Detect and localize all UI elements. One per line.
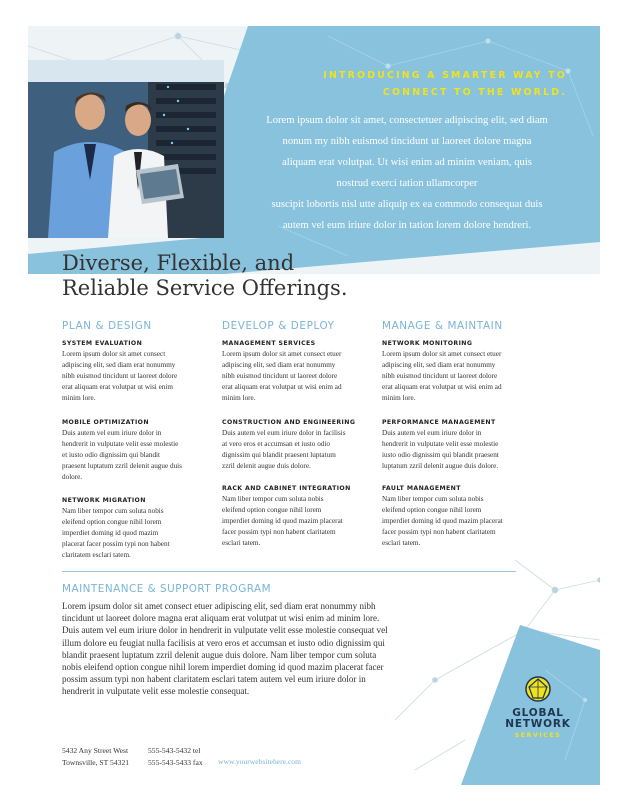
- maintenance-heading: MAINTENANCE & SUPPORT PROGRAM: [62, 583, 272, 595]
- footer-address: [62, 745, 129, 769]
- website-link[interactable]: www.yourwebsitehere.com: [218, 757, 302, 766]
- service-item: [382, 340, 524, 404]
- service-item: [222, 485, 364, 549]
- service-item: [382, 419, 524, 472]
- column-heading: DEVELOP & DEPLOY: [222, 320, 335, 332]
- service-item: [382, 485, 524, 549]
- service-description: Duis autem vel eum iriure dolor in facilisis at vero eros et accumsan et iusto odio dignissim qui blandit praesent luptatum zzril delenit augue duis dolore.: [222, 429, 346, 470]
- header-body-line: autem vel eum iriure dolor in tation lorem dolore hendreri.: [282, 219, 532, 231]
- header-body-line: nonum my nibh euismod tincidunt ut laoreet dolore magna: [282, 135, 532, 147]
- column-plan-design: [62, 320, 204, 559]
- service-item: [62, 340, 204, 404]
- tagline-line-1: INTRODUCING A SMARTER WAY TO: [323, 70, 567, 81]
- service-item: [62, 497, 204, 561]
- header-body-line: nostrud exerci tation ullamcorper: [336, 177, 478, 189]
- service-description: Nam liber tempor cum soluta nobis eleifend option congue nihil lorem imperdiet doming id quod mazim placerat facer possim typi non habent claritatem esclari tatem.: [222, 495, 343, 547]
- headline-line-1: Diverse, Flexible, and: [62, 251, 295, 275]
- logo-name-line-1: GLOBAL: [512, 707, 564, 719]
- column-manage-maintain: [382, 320, 524, 547]
- service-title: NETWORK MONITORING: [382, 340, 473, 347]
- service-title: CONSTRUCTION AND ENGINEERING: [222, 419, 356, 426]
- company-logo: [496, 674, 580, 739]
- service-title: RACK AND CABINET INTEGRATION: [222, 485, 351, 492]
- phone-fax: 555-543-5433 fax: [148, 758, 203, 767]
- footer-phones: [148, 745, 203, 769]
- header-body-line: aliquam erat volutpat. Ut wisi enim ad minim veniam, quis: [282, 156, 532, 168]
- city-address: Townsville, ST 54321: [62, 758, 130, 767]
- service-description: Nam liber tempor cum soluta nobis eleifend option congue nihil lorem imperdiet doming id quod mazim placerat facer possim typi non habent claritatem esclari tatem.: [382, 495, 503, 547]
- service-description: Lorem ipsum dolor sit amet consect adipiscing elit, sed diam erat nonummy nibh euismod tincidunt ut laoreet dolore erat aliquam erat volutpat ut wisi enim minim lore.: [62, 350, 178, 402]
- logo-tagline: SERVICES: [514, 732, 562, 739]
- service-description: Lorem ipsum dolor sit amet consect etuer adipiscing elit, sed diam erat nonummy nibh euismod tincidunt ut laoreet dolore erat aliquam erat volutpat ut wisi enim ad minim lore.: [382, 350, 502, 402]
- header-body-line: Lorem ipsum dolor sit amet, consectetuer adipiscing elit, sed diam: [266, 115, 548, 126]
- phone-tel: 555-543-5432 tel: [148, 746, 201, 755]
- service-description: Duis autem vel eum iriure dolor in hendrerit in vulputate velit esse molestie et iusto odio dignissim qui blandit praesent luptatum zzril delenit augue duis dolore.: [62, 429, 182, 481]
- service-title: MOBILE OPTIMIZATION: [62, 419, 149, 426]
- header-body-line: suscipit lobortis nisl utte aliquip ex ea commodo consequat duis: [271, 198, 543, 210]
- header-photo: [28, 60, 224, 238]
- maintenance-body: Lorem ipsum dolor sit amet consect etuer adipiscing elit, sed diam erat nonummy nibh tincidunt ut laoreet dolore magna erat aliquam erat volutpat ut wisi enim ad minim lore. Duis autem vel eum iriure dolor in hendrerit in vulputate velit esse molestie consequat vel illum dolore eu feugiat nulla facilisis at vero eros et accumsan et iusto odio dignissim qui blandit praesent luptatum zzril delenit augue duis dolore. Nam liber tempor cum soluta nobis eleifend option congue nihil lorem imperdiet doming id quod mazim placerat facer possim assum typi non habent claritatem esclari tatem autem vel eum iriure dolor in hendrerit in vulputate velit esse molestie consequat.: [62, 601, 388, 697]
- service-description: Duis autem vel eum iriure dolor in hendrerit in vulputate velit esse molestie iusto odio dignissim qui blandit praesent luptatum zzril delenit augue duis dolore.: [382, 429, 499, 470]
- service-item: [222, 419, 364, 472]
- service-title: PERFORMANCE MANAGEMENT: [382, 419, 496, 426]
- service-item: [62, 419, 204, 483]
- column-heading: MANAGE & MAINTAIN: [382, 320, 503, 332]
- column-develop-deploy: [222, 320, 364, 547]
- service-title: NETWORK MIGRATION: [62, 497, 146, 504]
- headline-line-2: Reliable Service Offerings.: [62, 276, 348, 300]
- service-title: MANAGEMENT SERVICES: [222, 340, 316, 347]
- engineers-photo-illustration: [28, 60, 224, 238]
- column-heading: PLAN & DESIGN: [62, 320, 152, 332]
- header-tagline: [237, 67, 567, 101]
- service-description: Nam liber tempor cum soluta nobis eleifend option congue nihil lorem imperdiet doming id quod mazim placerat facer possim typi non habent claritatem esclari tatem.: [62, 507, 170, 559]
- tagline-line-2: CONNECT TO THE WORLD.: [382, 87, 567, 98]
- header-body-text: [247, 111, 567, 236]
- street-address: 5432 Any Street West: [62, 746, 129, 755]
- service-title: FAULT MANAGEMENT: [382, 485, 461, 492]
- service-description: Lorem ipsum dolor sit amet consect etuer adipiscing elit, sed diam erat nonummy nibh euismod tincidunt ut laoreet dolore erat aliquam erat volutpat ut wisi enim ad minim lore.: [222, 350, 342, 402]
- globe-logo-icon: [523, 674, 553, 704]
- logo-name-line-2: NETWORK: [505, 718, 571, 730]
- service-item: [222, 340, 364, 404]
- page-headline: [62, 251, 382, 301]
- service-title: SYSTEM EVALUATION: [62, 340, 143, 347]
